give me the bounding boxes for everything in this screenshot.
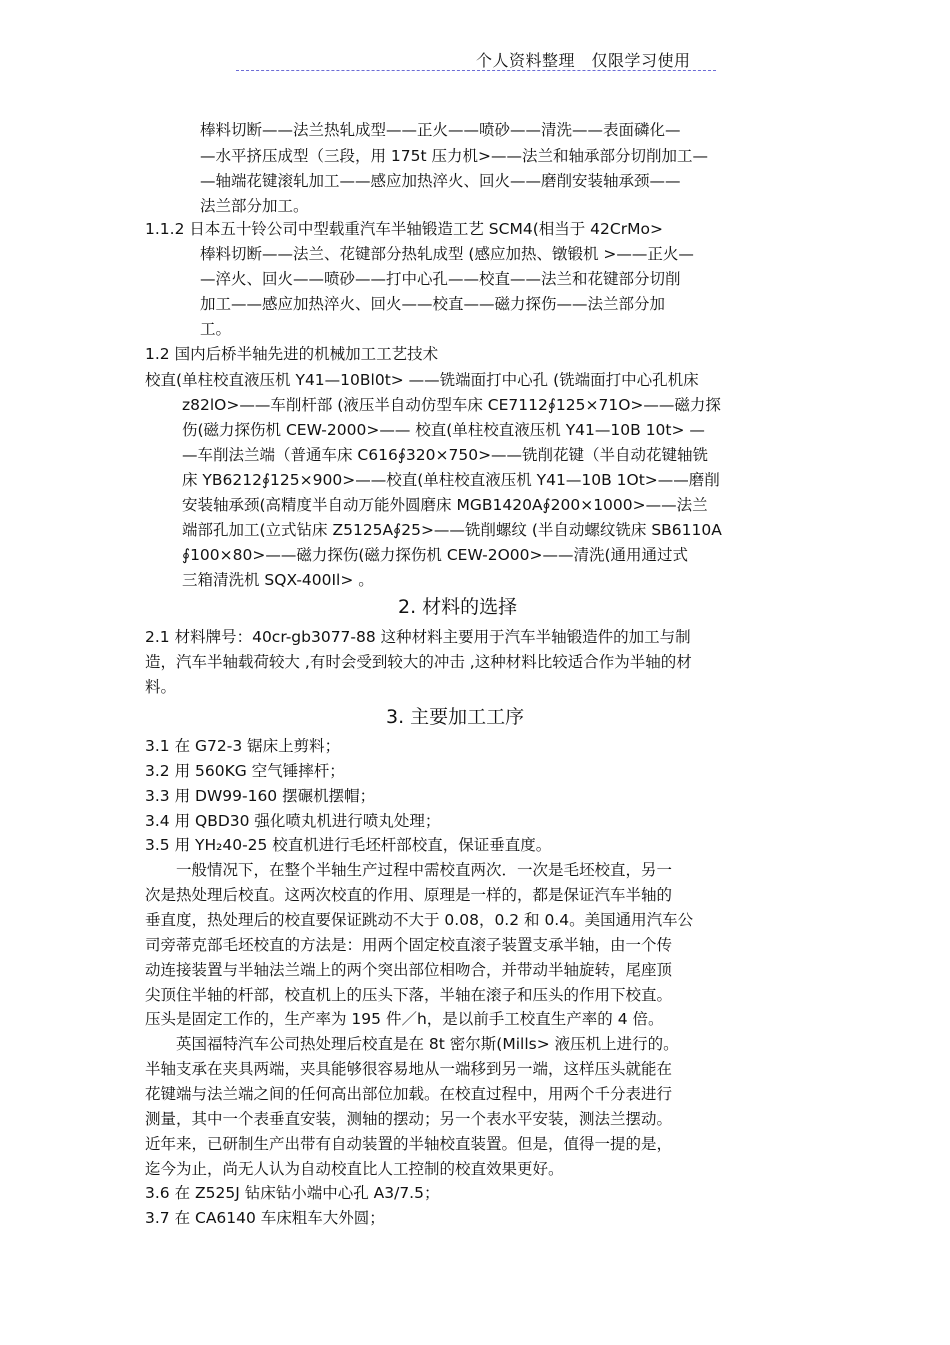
- text-line: 尖顶住半轴的杆部，校直机上的压头下落，半轴在滚子和压头的作用下校直。: [145, 986, 673, 1004]
- text-line: 垂直度，热处理后的校直要保证跳动不大于 0.08，0.2 和 0.4。美国通用汽车公: [145, 911, 694, 929]
- text-line: 工。: [200, 320, 232, 338]
- text-line: 2.1 材料牌号：40cr-gb3077-88 这种材料主要用于汽车半轴锻造件的加工与制: [145, 628, 691, 646]
- text-line: 压头是固定工作的，生产率为 195 件／h，是以前手工校直生产率的 4 倍。: [145, 1010, 664, 1028]
- text-line: —水平挤压成型（三段，用 175t 压力机>——法兰和轴承部分切削加工—: [200, 147, 709, 165]
- text-line: 造，汽车半轴载荷较大 ,有时会受到较大的冲击 ,这种材料比较适合作为半轴的材: [145, 653, 692, 671]
- text-line: 法兰部分加工。: [200, 197, 309, 215]
- text-line: 床 YB6212∮125×900>——校直(单柱校直液压机 Y41—10B 1Ot>——磨削: [182, 471, 720, 489]
- list-item: 3.5 用 YH₂40-25 校直机进行毛坯杆部校直，保证垂直度。: [145, 836, 552, 854]
- text-line: 次是热处理后校直。这两次校直的作用、原理是一样的，都是保证汽车半轴的: [145, 886, 673, 904]
- text-line: 校直(单柱校直液压机 Y41—10Bl0t> ——铣端面打中心孔 (铣端面打中心孔机床: [145, 371, 699, 389]
- section-heading-1-1-2: 1.1.2 日本五十铃公司中型载重汽车半轴锻造工艺 SCM4(相当于 42CrMo>: [145, 220, 663, 238]
- text-line: 近年来，已研制生产出带有自动装置的半轴校直装置。但是，值得一提的是，: [145, 1135, 673, 1153]
- text-line: 加工——感应加热淬火、回火——校直——磁力探伤——法兰部分加: [200, 295, 666, 313]
- page-header-title: 个人资料整理 仅限学习使用: [476, 51, 691, 70]
- section-title-processes: 3. 主要加工工序: [386, 706, 525, 728]
- text-line: 棒料切断——法兰、花键部分热轧成型 (感应加热、镦锻机 >——正火—: [200, 245, 694, 263]
- list-item: 3.4 用 QBD30 强化喷丸机进行喷丸处理；: [145, 812, 441, 830]
- section-title-materials: 2. 材料的选择: [398, 596, 518, 618]
- text-line: 半轴支承在夹具两端，夹具能够很容易地从一端移到另一端，这样压头就能在: [145, 1060, 673, 1078]
- list-item: 3.3 用 DW99-160 摆碾机摆帽；: [145, 787, 376, 805]
- section-heading-1-2: 1.2 国内后桥半轴先进的机械加工工艺技术: [145, 345, 439, 363]
- text-line: 迄今为止，尚无人认为自动校直比人工控制的校直效果更好。: [145, 1160, 564, 1178]
- header-divider: [236, 70, 716, 71]
- text-line: 棒料切断——法兰热轧成型——正火——喷砂——清洗——表面磷化—: [200, 121, 681, 139]
- text-line: —轴端花键滚轧加工——感应加热淬火、回火——磨削安装轴承颈——: [200, 172, 681, 190]
- text-line: —车削法兰端（普通车床 C616∮320×750>——铣削花键（半自动花键轴铣: [182, 446, 709, 464]
- text-line: 花键端与法兰端之间的任何高出部位加载。在校直过程中，用两个千分表进行: [145, 1085, 673, 1103]
- text-line: ∮100×80>——磁力探伤(磁力探伤机 CEW-2O00>——清洗(通用通过式: [182, 546, 689, 564]
- text-line: 安装轴承颈(高精度半自动万能外圆磨床 MGB1420A∮200×1000>——法兰: [182, 496, 708, 514]
- text-line: 测量，其中一个表垂直安装，测轴的摆动；另一个表水平安装，测法兰摆动。: [145, 1110, 673, 1128]
- text-line: —淬火、回火——喷砂——打中心孔——校直——法兰和花键部分切削: [200, 270, 681, 288]
- list-item: 3.2 用 560KG 空气锤摔杆；: [145, 762, 345, 780]
- list-item: 3.6 在 Z525J 钻床钻小端中心孔 A3/7.5；: [145, 1184, 440, 1202]
- text-line: 伤(磁力探伤机 CEW-2000>—— 校直(单柱校直液压机 Y41—10B 10t> —: [182, 421, 705, 439]
- list-item: 3.1 在 G72-3 锯床上剪料；: [145, 737, 341, 755]
- text-line: 一般情况下，在整个半轴生产过程中需校直两次．一次是毛坯校直，另一: [176, 861, 673, 879]
- text-line: z82lO>——车削杆部 (液压半自动仿型车床 CE7112∮125×71O>——磁力探: [182, 396, 721, 414]
- list-item: 3.7 在 CA6140 车床粗车大外圆；: [145, 1209, 385, 1227]
- text-line: 英国福特汽车公司热处理后校直是在 8t 密尔斯(Mills> 液压机上进行的。: [176, 1035, 679, 1053]
- text-line: 三箱清洗机 SQX-400Il> 。: [182, 571, 374, 589]
- text-line: 端部孔加工(立式钻床 Z5125A∮25>——铣削螺纹 (半自动螺纹铣床 SB6110A: [182, 521, 722, 539]
- text-line: 动连接装置与半轴法兰端上的两个突出部位相吻合，并带动半轴旋转，尾座顶: [145, 961, 673, 979]
- text-line: 司旁蒂克部毛坯校直的方法是：用两个固定校直滚子装置支承半轴，由一个传: [145, 936, 673, 954]
- text-line: 料。: [145, 678, 177, 696]
